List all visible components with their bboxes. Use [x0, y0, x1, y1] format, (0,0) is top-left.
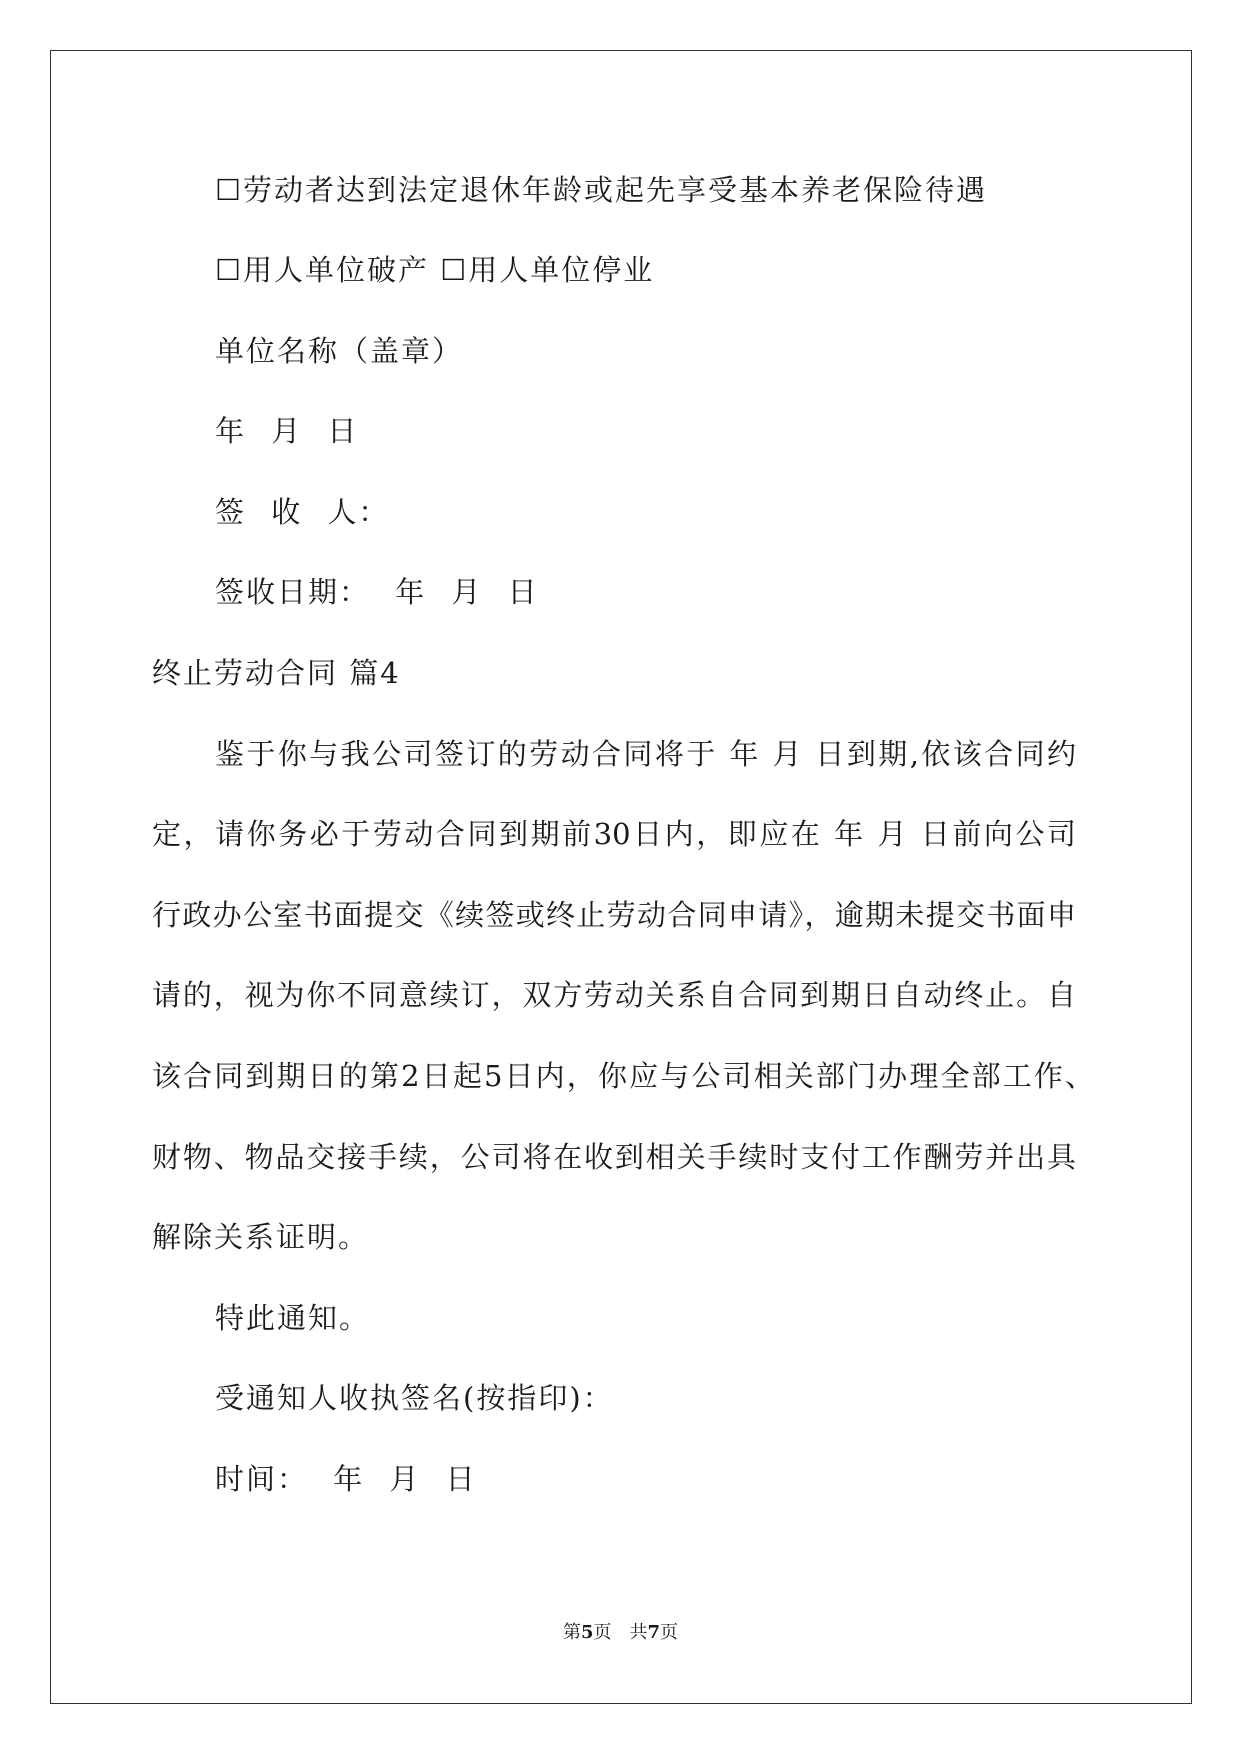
company-seal-label: 单位名称（盖章） — [215, 334, 464, 368]
recipient-signature-label: 受通知人收执签名(按指印)： — [215, 1381, 614, 1415]
time-label: 时间： 年 月 日 — [215, 1462, 477, 1496]
sign-date-label: 签收日期： 年 月 日 — [215, 575, 539, 609]
checkbox-option-bankruptcy-suspension: ☐用人单位破产 ☐用人单位停业 — [215, 253, 655, 287]
date-line: 年 月 日 — [215, 414, 359, 448]
page-border — [50, 50, 1192, 1704]
paragraph-line: 鉴于你与我公司签订的劳动合同将于 年 月 日到期,依该合同约 — [215, 737, 1076, 771]
signee-label: 签 收 人： — [215, 495, 390, 529]
checkbox-option-retirement: ☐劳动者达到法定退休年龄或起先享受基本养老保险待遇 — [215, 173, 987, 207]
paragraph-line: 请的，视为你不同意续订，双方劳动关系自合同到期日自动终止。自 — [152, 978, 1076, 1012]
paragraph-line: 行政办公室书面提交《续签或终止劳动合同申请》，逾期未提交书面申 — [152, 898, 1076, 932]
paragraph-line: 该合同到期日的第2日起5日内，你应与公司相关部门办理全部工作、 — [152, 1059, 1094, 1093]
paragraph-line: 定，请你务必于劳动合同到期前30日内，即应在 年 月 日前向公司 — [152, 817, 1076, 851]
notice-closing: 特此通知。 — [215, 1301, 371, 1335]
section-heading: 终止劳动合同 篇4 — [152, 656, 401, 690]
paragraph-line: 解除关系证明。 — [152, 1220, 370, 1254]
paragraph-line: 财物、物品交接手续，公司将在收到相关手续时支付工作酬劳并出具 — [152, 1140, 1076, 1174]
page-number: 第5页 共7页 — [562, 1622, 679, 1643]
